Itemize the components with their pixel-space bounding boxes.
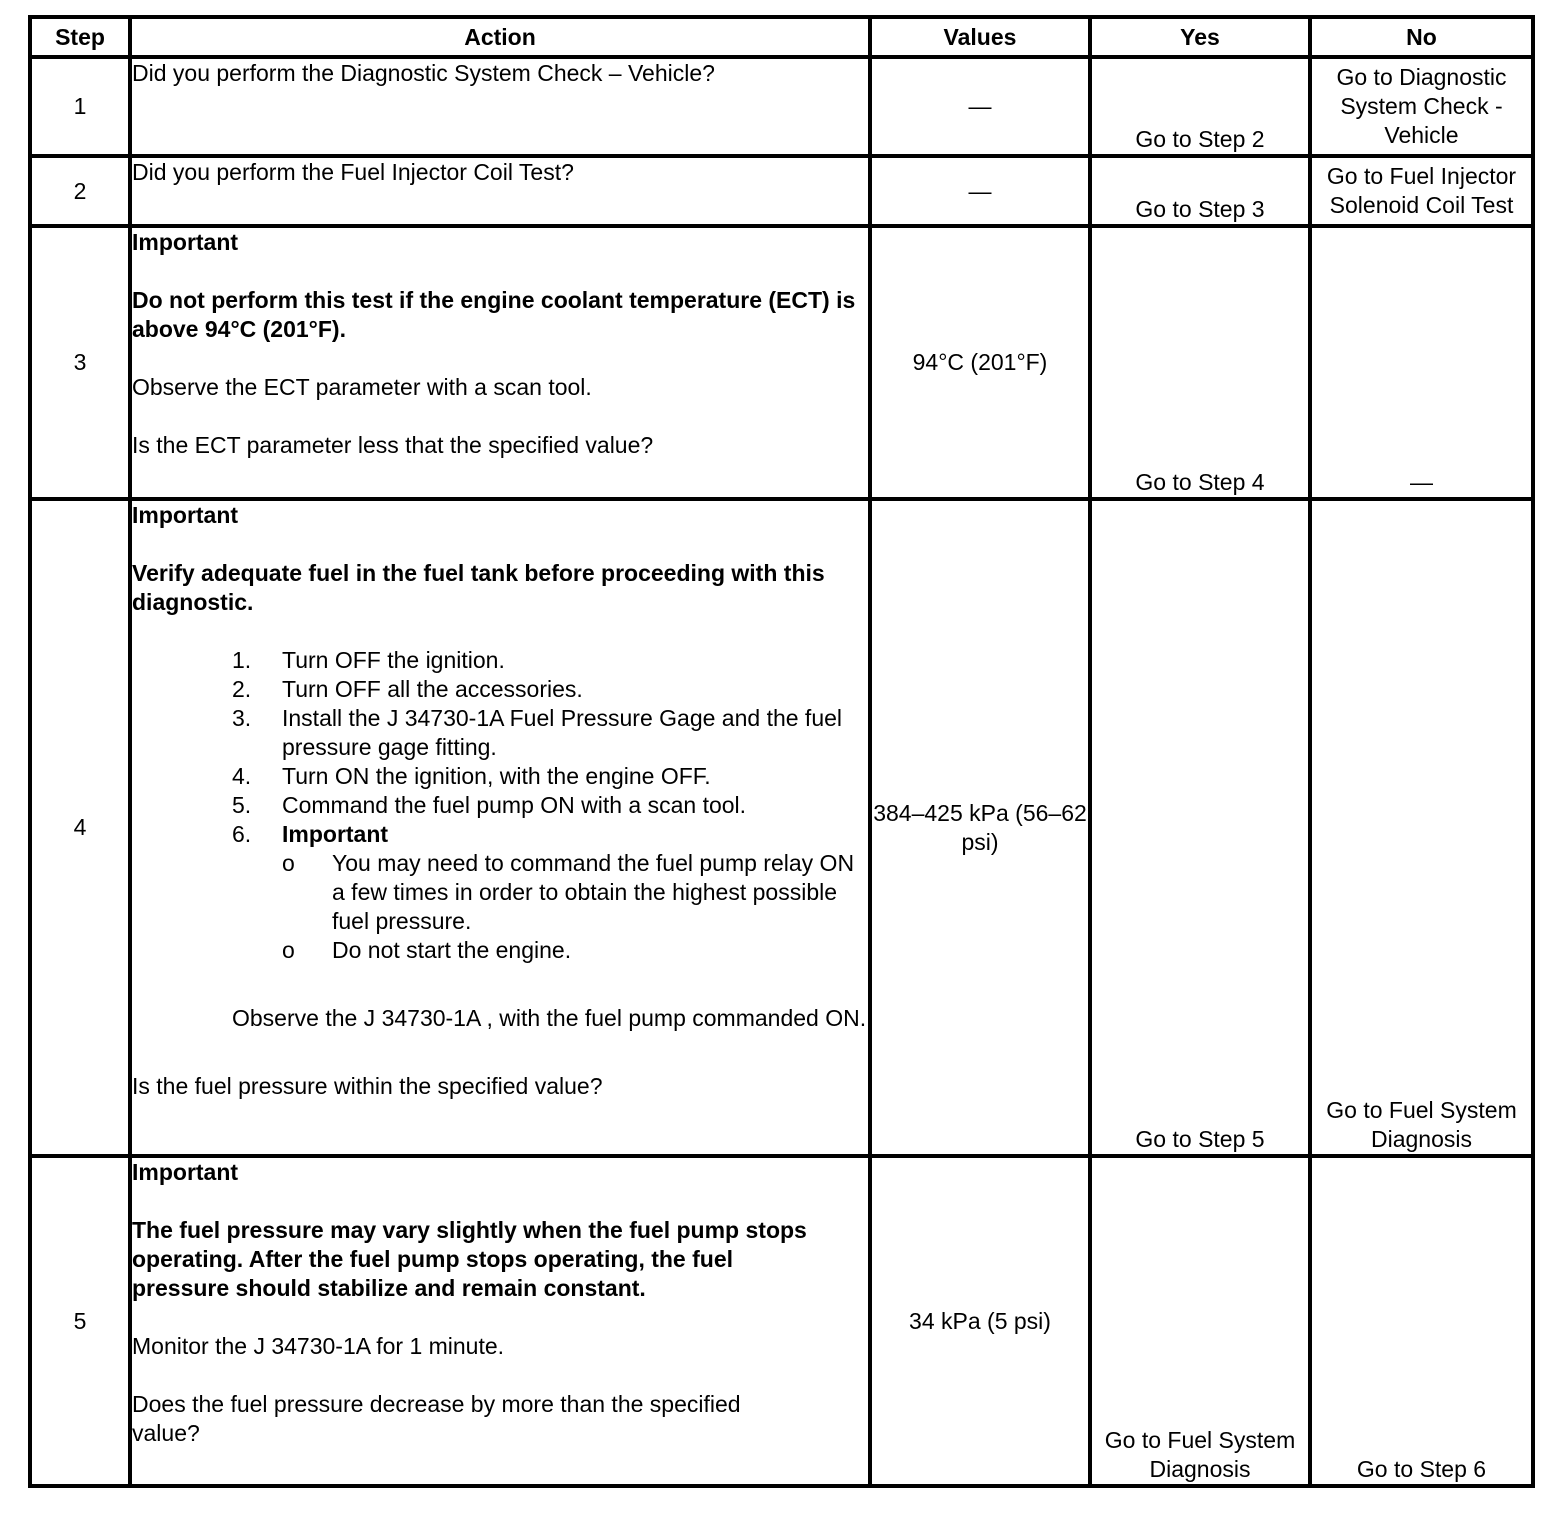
action-cell (130, 57, 870, 156)
values-cell: 384–425 kPa (56–62 psi) (870, 499, 1090, 1156)
header-row (30, 17, 1533, 57)
table-row (30, 1156, 1533, 1486)
yes-cell: Go to Step 3 (1090, 156, 1310, 226)
yes-cell: Go to Step 4 (1090, 226, 1310, 499)
values-cell: — (870, 57, 1090, 156)
table-row (30, 499, 1533, 1156)
no-cell: — (1310, 226, 1533, 499)
list-item: 6. Important (232, 821, 389, 847)
list-item: 5. Command the fuel pump ON with a scan tool. (232, 792, 747, 818)
important-note: Verify adequate fuel in the fuel tank before proceeding with this diagnostic. (132, 560, 825, 615)
values-cell: 94°C (201°F) (870, 226, 1090, 499)
table-row (30, 57, 1533, 156)
header-yes: Yes (1090, 17, 1310, 57)
step-number: 2 (30, 156, 130, 226)
step-number: 5 (30, 1156, 130, 1486)
header-no: No (1310, 17, 1533, 57)
action-question: Is the ECT parameter less that the specified value? (132, 432, 654, 458)
procedure-list (132, 646, 868, 849)
important-note: The fuel pressure may vary slightly when the fuel pump stops operating. After the fuel pump stops operating, the fuel pressure should stabilize and remain constant. (132, 1217, 807, 1301)
action-cell (130, 1156, 870, 1486)
yes-cell: Go to Step 5 (1090, 499, 1310, 1156)
action-question: Did you perform the Diagnostic System Check – Vehicle? (132, 60, 715, 86)
action-cell (130, 499, 870, 1156)
important-note: Do not perform this test if the engine coolant temperature (ECT) is above 94°C (201°F). (132, 287, 856, 342)
list-item: o You may need to command the fuel pump relay ON a few times in order to obtain the highest possible fuel pressure. (282, 850, 855, 934)
step-number: 3 (30, 226, 130, 499)
list-item: o Do not start the engine. (282, 937, 572, 963)
header-action: Action (130, 17, 870, 57)
action-question: Does the fuel pressure decrease by more than the specified value? (132, 1391, 741, 1446)
no-cell: Go to Fuel Injector Solenoid Coil Test (1310, 156, 1533, 226)
values-cell: — (870, 156, 1090, 226)
no-cell: Go to Diagnostic System Check - Vehicle (1310, 57, 1533, 156)
no-cell: Go to Fuel System Diagnosis (1310, 499, 1533, 1156)
action-instruction: Monitor the J 34730-1A for 1 minute. (132, 1333, 505, 1359)
header-step: Step (30, 17, 130, 57)
action-instruction: Observe the ECT parameter with a scan tool. (132, 374, 592, 400)
action-instruction: Observe the J 34730-1A , with the fuel pump commanded ON. (232, 1005, 867, 1031)
action-question: Did you perform the Fuel Injector Coil Test? (132, 159, 574, 185)
diagnostic-table (28, 15, 1535, 1488)
header-values: Values (870, 17, 1090, 57)
action-question: Is the fuel pressure within the specified value? (132, 1073, 603, 1099)
yes-cell: Go to Fuel System Diagnosis (1090, 1156, 1310, 1486)
yes-cell: Go to Step 2 (1090, 57, 1310, 156)
step-number: 1 (30, 57, 130, 156)
important-label: Important (132, 1159, 239, 1185)
list-item: 2. Turn OFF all the accessories. (232, 676, 583, 702)
list-item: 3. Install the J 34730-1A Fuel Pressure Gage and the fuel pressure gage fitting. (232, 705, 843, 760)
no-cell: Go to Step 6 (1310, 1156, 1533, 1486)
important-label: Important (132, 229, 239, 255)
important-label: Important (132, 502, 239, 528)
list-item: 1. Turn OFF the ignition. (232, 647, 505, 673)
step-number: 4 (30, 499, 130, 1156)
table-row (30, 156, 1533, 226)
list-item: 4. Turn ON the ignition, with the engine OFF. (232, 763, 711, 789)
table-row (30, 226, 1533, 499)
sub-list (132, 849, 868, 965)
action-cell (130, 156, 870, 226)
values-cell: 34 kPa (5 psi) (870, 1156, 1090, 1486)
action-cell (130, 226, 870, 499)
